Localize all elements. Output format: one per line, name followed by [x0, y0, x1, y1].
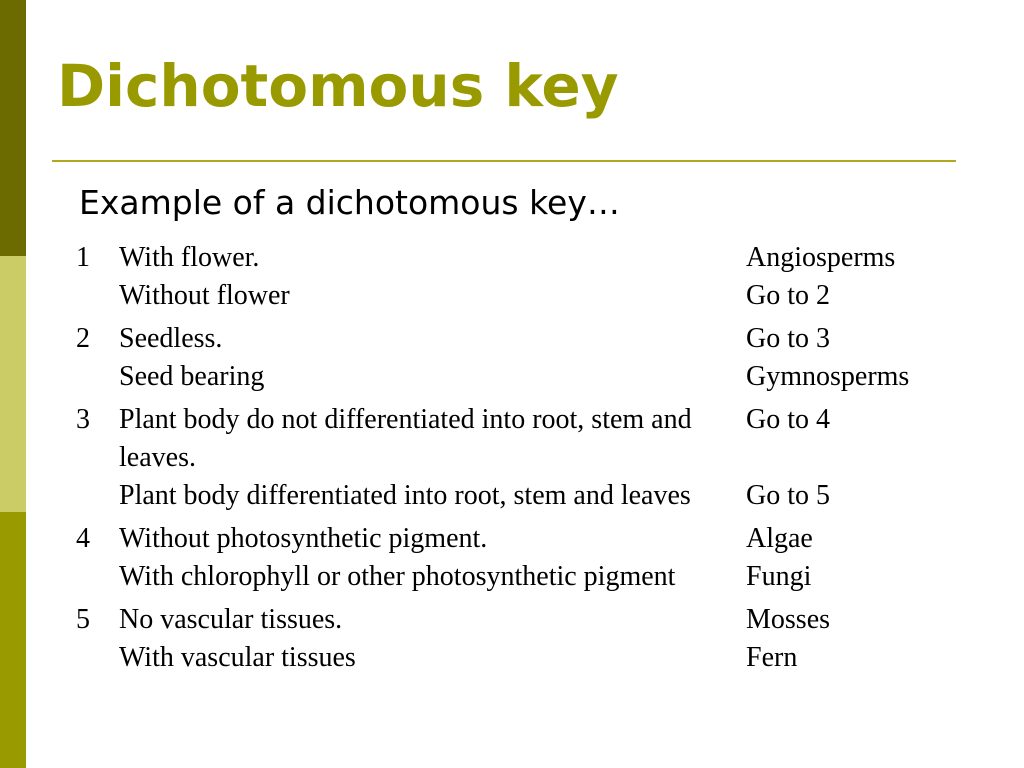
step-number: 5 [76, 604, 90, 636]
step-number: 4 [76, 523, 90, 555]
choice-description: Seed bearing [119, 360, 265, 392]
choice-result: Go to 2 [746, 279, 830, 311]
key-choice [0, 520, 1024, 558]
key-choice [0, 601, 1024, 639]
choice-description: Plant body differentiated into root, stem and leaves [119, 479, 691, 511]
key-step [0, 239, 1024, 314]
choice-result: Gymnosperms [746, 360, 910, 392]
step-number: 3 [76, 404, 90, 436]
key-choice [0, 358, 1024, 396]
key-step [0, 320, 1024, 395]
key-choice [0, 239, 1024, 277]
key-step [0, 601, 1024, 676]
step-number: 2 [76, 323, 90, 355]
choice-description: Plant body do not differentiated into root, stem and leaves. [119, 404, 692, 473]
choice-result: Angiosperms [746, 242, 896, 273]
key-choice [0, 477, 1024, 515]
title-divider [52, 160, 956, 162]
choice-description: With vascular tissues [119, 641, 356, 673]
key-step [0, 401, 1024, 514]
choice-result: Go to 5 [746, 479, 830, 511]
key-choice [0, 558, 1024, 596]
key-choice [0, 320, 1024, 358]
step-number: 1 [76, 242, 90, 273]
choice-description: Without photosynthetic pigment. [119, 523, 488, 555]
key-step [0, 520, 1024, 595]
choice-result: Go to 3 [746, 323, 830, 355]
choice-description: With chlorophyll or other photosynthetic pigment [119, 560, 676, 592]
choice-description: No vascular tissues. [119, 604, 343, 636]
choice-result: Mosses [746, 604, 831, 636]
slide-title: Dichotomous key [57, 52, 619, 120]
key-choice [0, 639, 1024, 677]
choice-result: Fungi [746, 560, 812, 592]
dichotomous-key-table [0, 239, 1024, 677]
sidebar-band-top [0, 0, 26, 256]
choice-description: With flower. [119, 242, 260, 273]
choice-result: Fern [746, 641, 798, 673]
slide-subtitle: Example of a dichotomous key… [79, 183, 620, 222]
key-choice [0, 401, 1024, 476]
key-choice [0, 277, 1024, 315]
choice-description: Seedless. [119, 323, 223, 355]
choice-description: Without flower [119, 279, 290, 311]
choice-result: Go to 4 [746, 404, 830, 436]
choice-result: Algae [746, 523, 813, 555]
